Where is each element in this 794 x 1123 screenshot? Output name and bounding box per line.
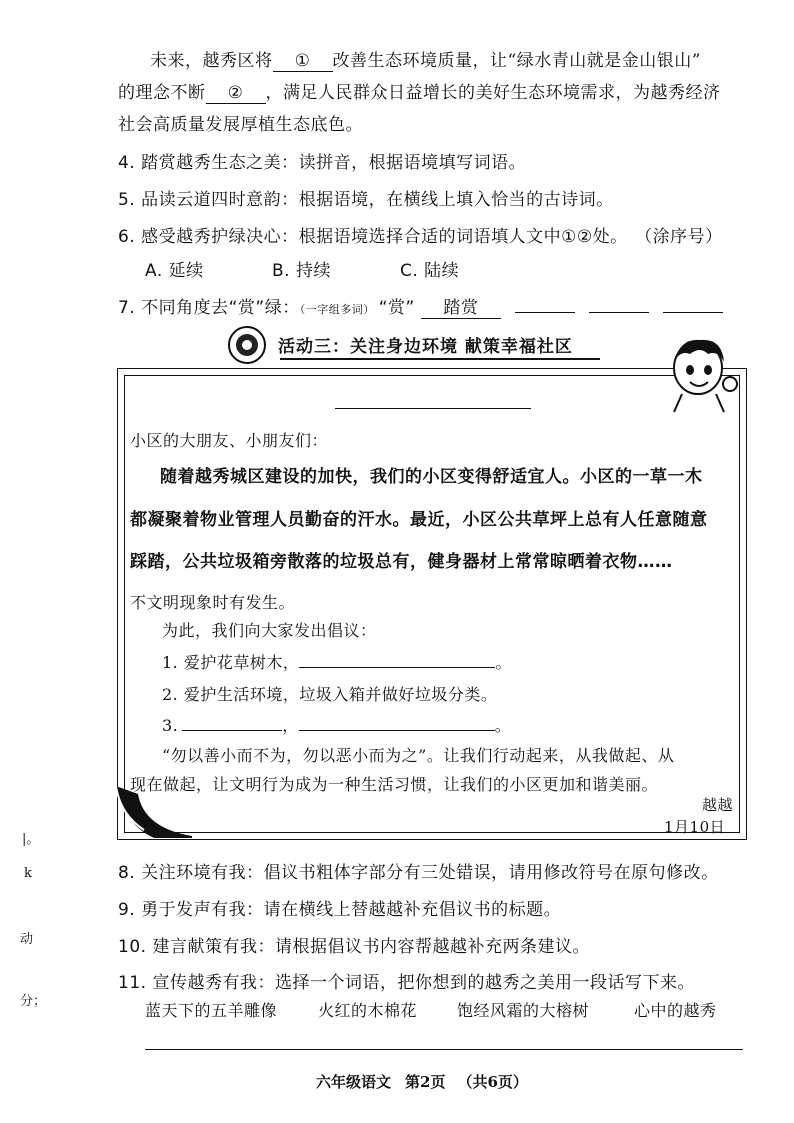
passage-text: 未来，越秀区将 (150, 51, 273, 71)
item-3-period: 。 (494, 716, 512, 735)
question-7-note: （一字组多词） (299, 303, 375, 316)
letter-p1-line3: 踩踏，公共垃圾箱旁散落的垃圾总有，健身器材上常常晾晒着衣物…… (130, 552, 673, 572)
letter-p1-line4: 不文明现象时有发生。 (130, 593, 296, 612)
question-10: 10. 建言献策有我：请根据倡议书内容帮越越补充两条建议。 (118, 937, 590, 957)
q7-answer-blank-2[interactable] (589, 311, 649, 313)
q11-option-2[interactable]: 火红的木棉花 (318, 1001, 418, 1020)
letter-item-2: 2. 爱护生活环境，垃圾入箱并做好垃圾分类。 (162, 685, 498, 704)
question-6-note: （涂序号） (643, 227, 723, 247)
item-3-comma: ， (282, 716, 299, 735)
activity-title: 活动三：关注身边环境 献策幸福社区 (278, 337, 573, 357)
letter-signer: 越越 (702, 796, 734, 814)
page-footer (316, 1071, 528, 1092)
footer-total: （共6页） (457, 1073, 528, 1091)
activity-badge-icon (228, 326, 266, 364)
question-6-text: 6. 感受越秀护绿决心：根据语境选择合适的词语填人文中①②处。 (118, 227, 628, 247)
item-1-text: 1. 爱护花草树木， (162, 653, 300, 672)
q11-option-1[interactable]: 蓝天下的五羊雕像 (145, 1001, 278, 1020)
blank-1 (273, 51, 333, 72)
margin-fragment-3: 动 (20, 932, 34, 947)
activity-banner (228, 326, 600, 362)
question-5: 5. 品读云道四时意韵：根据语境，在横线上填入恰当的古诗词。 (118, 190, 614, 210)
blank-label: ① (294, 51, 311, 71)
passage-text: 改善生态环境质量，让“绿水青山就是金山银山” (332, 51, 701, 71)
margin-fragment-2: k (24, 866, 32, 881)
blank-label: ② (227, 83, 244, 103)
page-curl-icon (114, 784, 194, 840)
item-3-blank-a[interactable] (182, 729, 282, 731)
letter-p1-line1: 随着越秀城区建设的加快，我们的小区变得舒适宜人。小区的一草一木 (160, 467, 703, 487)
footer-rule (145, 1049, 743, 1050)
q7-answer-blank-1[interactable] (515, 311, 575, 313)
question-7-char: “赏” (378, 298, 415, 318)
passage-line-1 (150, 46, 701, 72)
q11-option-4[interactable]: 心中的越秀 (634, 1001, 717, 1020)
letter-title-blank[interactable] (335, 408, 531, 409)
blank-2 (206, 83, 266, 104)
q7-example-word: 踏赏 (443, 298, 479, 318)
letter-item-1 (162, 650, 512, 673)
letter-date: 1月10日 (664, 818, 726, 836)
question-7-text: 7. 不同角度去“赏”绿： (118, 298, 300, 318)
letter-p1-line2: 都凝聚着物业管理人员勤奋的汗水。最近，小区公共草坪上总有人任意随意 (130, 510, 708, 530)
passage-line-3: 社会高质量发展厚植生态底色。 (118, 115, 363, 135)
q6-option-b[interactable]: B. 持续 (272, 261, 331, 281)
passage-line-2 (118, 78, 721, 104)
item-1-period: 。 (495, 653, 512, 672)
activity-underline (280, 358, 600, 360)
letter-p2: 为此，我们向大家发出倡议： (162, 621, 377, 640)
passage-text: ，满足人民群众日益增长的美好生态环境需求，为越秀经济 (265, 83, 721, 103)
letter-p3-line1: “勿以善小而不为，勿以恶小而为之”。让我们行动起来，从我做起、从 (162, 746, 675, 765)
margin-fragment-1: |。 (22, 832, 40, 847)
margin-fragment-4: 分； (20, 994, 47, 1009)
footer-page: 第2页 (405, 1073, 446, 1091)
item-3-blank-b[interactable] (299, 729, 495, 731)
letter-greeting: 小区的大朋友、小朋友们： (130, 431, 329, 450)
question-4: 4. 踏赏越秀生态之美：读拼音，根据语境填写词语。 (118, 153, 527, 173)
q6-option-c[interactable]: C. 陆续 (400, 261, 460, 281)
letter-p3-line2: 现在做起，让文明行为成为一种生活习惯，让我们的小区更加和谐美丽。 (130, 775, 659, 794)
question-6 (118, 222, 723, 247)
item-1-blank[interactable] (299, 666, 495, 668)
item-3-num: 3. (162, 716, 179, 735)
cartoon-boy-icon (660, 332, 744, 416)
question-8: 8. 关注环境有我：倡议书粗体字部分有三处错误，请用修改符号在原句修改。 (118, 863, 719, 883)
question-7 (118, 293, 723, 319)
letter-item-3 (162, 713, 511, 736)
passage-text: 的理念不断 (118, 83, 206, 103)
q11-option-3[interactable]: 饱经风霜的大榕树 (457, 1001, 590, 1020)
q7-answer-blank-3[interactable] (663, 311, 723, 313)
q6-option-a[interactable]: A. 延续 (145, 261, 204, 281)
question-9: 9. 勇于发声有我：请在横线上替越越补充倡议书的标题。 (118, 900, 562, 920)
question-11: 11. 宣传越秀有我：选择一个词语，把你想到的越秀之美用一段话写下来。 (118, 973, 695, 993)
footer-subject: 六年级语文 (316, 1073, 392, 1091)
q7-example-blank (421, 293, 501, 319)
